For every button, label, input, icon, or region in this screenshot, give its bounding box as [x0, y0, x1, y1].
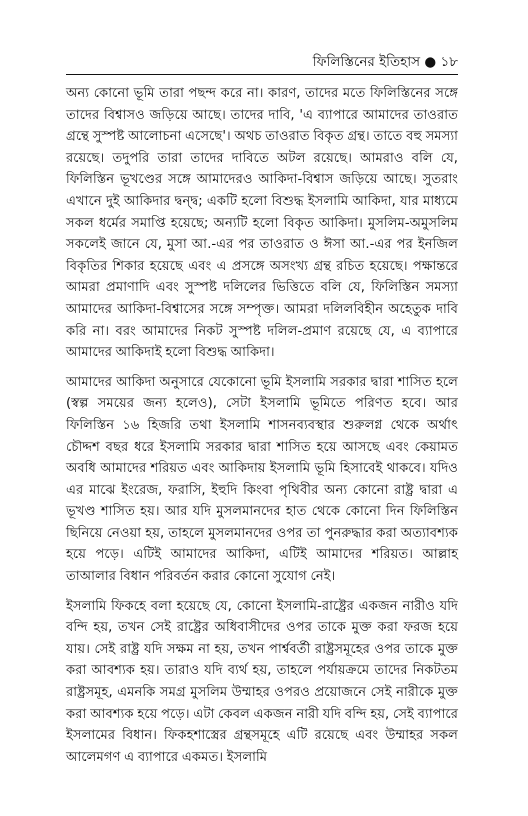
paragraph-3: ইসলামি ফিকহে বলা হয়েছে যে, কোনো ইসলামি-রাষ্ট্রের একজন নারীও যদি বন্দি হয়, তখন সেই রাষ্ট্রের অধিবাসীদের ওপর তাকে মুক্ত করা ফরজ হয়ে যায়। সেই রাষ্ট্র যদি সক্ষম না হয়, তখন পার্শ্ববর্তী রাষ্ট্রসমূহের ওপর তাকে মুক্ত করা আবশ্যক হয়। তারাও যদি ব্যর্থ হয়, তাহলে পর্যায়ক্রমে তাদের নিকটতম রাষ্ট্রসমূহ, এমনকি সমগ্র মুসলিম উম্মাহর ওপরও প্রয়োজনে সেই নারীকে মুক্ত করা আবশ্যক হয়ে পড়ে। এটা কেবল একজন নারী যদি বন্দি হয়, সেই ব্যাপারে ইসলামের বিধান। ফিকহশাস্ত্রের গ্রন্থসমূহে এটি রয়েছে এবং উম্মাহর সকল আলেমগণ এ ব্যাপারে একমত। ইসলামি: [66, 598, 458, 765]
page-number: ১৮: [440, 54, 458, 70]
body-text: [66, 83, 458, 768]
running-header: [66, 50, 458, 75]
running-title: ফিলিস্তিনের ইতিহাস: [312, 54, 421, 70]
paragraph-1: অন্য কোনো ভূমি তারা পছন্দ করে না। কারণ, তাদের মতে ফিলিস্তিনের সঙ্গে তাদের বিশ্বাসও জড়িয়ে আছে। তাদের দাবি, 'এ ব্যাপারে আমাদের তাওরাত গ্রন্থে সুস্পষ্ট আলোচনা এসেছে'। অথচ তাওরাত বিকৃত গ্রন্থ। তাতে বহু সমস্যা রয়েছে। তদুপরি তারা তাদের দাবিতে অটল রয়েছে। আমরাও বলি যে, ফিলিস্তিন ভূখণ্ডের সঙ্গে আমাদেরও আকিদা-বিশ্বাস জড়িয়ে আছে। সুতরাং এখানে দুই আকিদার দ্বন্দ্ব; একটি হলো বিশুদ্ধ ইসলামি আকিদা, যার মাধ্যমে সকল ধর্মের সমাপ্তি হয়েছে; অন্যটি হলো বিকৃত আকিদা। মুসলিম-অমুসলিম সকলেই জানে যে, মুসা আ.-এর পর তাওরাত ও ঈসা আ.-এর পর ইনজিল বিকৃতির শিকার হয়েছে এবং এ প্রসঙ্গে অসংখ্য গ্রন্থ রচিত হয়েছে। পক্ষান্তরে আমরা প্রমাণাদি এবং সুস্পষ্ট দলিলের ভিত্তিতে বলি যে, ফিলিস্তিন সমস্যা আমাদের আকিদা-বিশ্বাসের সঙ্গে সম্পৃক্ত। আমরা দলিলবিহীন অহেতুক দাবি করি না। বরং আমাদের নিকট সুস্পষ্ট দলিল-প্রমাণ রয়েছে যে, এ ব্যাপারে আমাদের আকিদাই হলো বিশুদ্ধ আকিদা।: [66, 86, 458, 361]
header-separator: ●: [424, 54, 437, 70]
paragraph-2: আমাদের আকিদা অনুসারে যেকোনো ভূমি ইসলামি সরকার দ্বারা শাসিত হলে (স্বল্প সময়ের জন্য হলেও), সেটা ইসলামি ভূমিতে পরিণত হবে। আর ফিলিস্তিন ১৬ হিজরি তথা ইসলামি শাসনব্যবস্থার শুরুলগ্ন থেকে অর্থাৎ চৌদ্দশ বছর ধরে ইসলামি সরকার দ্বারা শাসিত হয়ে আসছে এবং কেয়ামত অবধি আমাদের শরিয়ত এবং আকিদায় ইসলামি ভূমি হিসাবেই থাকবে। যদিও এর মাঝে ইংরেজ, ফরাসি, ইহুদি কিংবা পৃথিবীর অন্য কোনো রাষ্ট্র দ্বারা এ ভূখণ্ড শাসিত হয়। আর যদি মুসলমানদের হাত থেকে কোনো দিন ফিলিস্তিন ছিনিয়ে নেওয়া হয়, তাহলে মুসলমানদের ওপর তা পুনরুদ্ধার করা অত্যাবশ্যক হয়ে পড়ে। এটিই আমাদের আকিদা, এটিই আমাদের শরিয়ত। আল্লাহ তাআলার বিধান পরিবর্তন করার কোনো সুযোগ নেই।: [66, 374, 458, 585]
book-page: [66, 50, 458, 776]
